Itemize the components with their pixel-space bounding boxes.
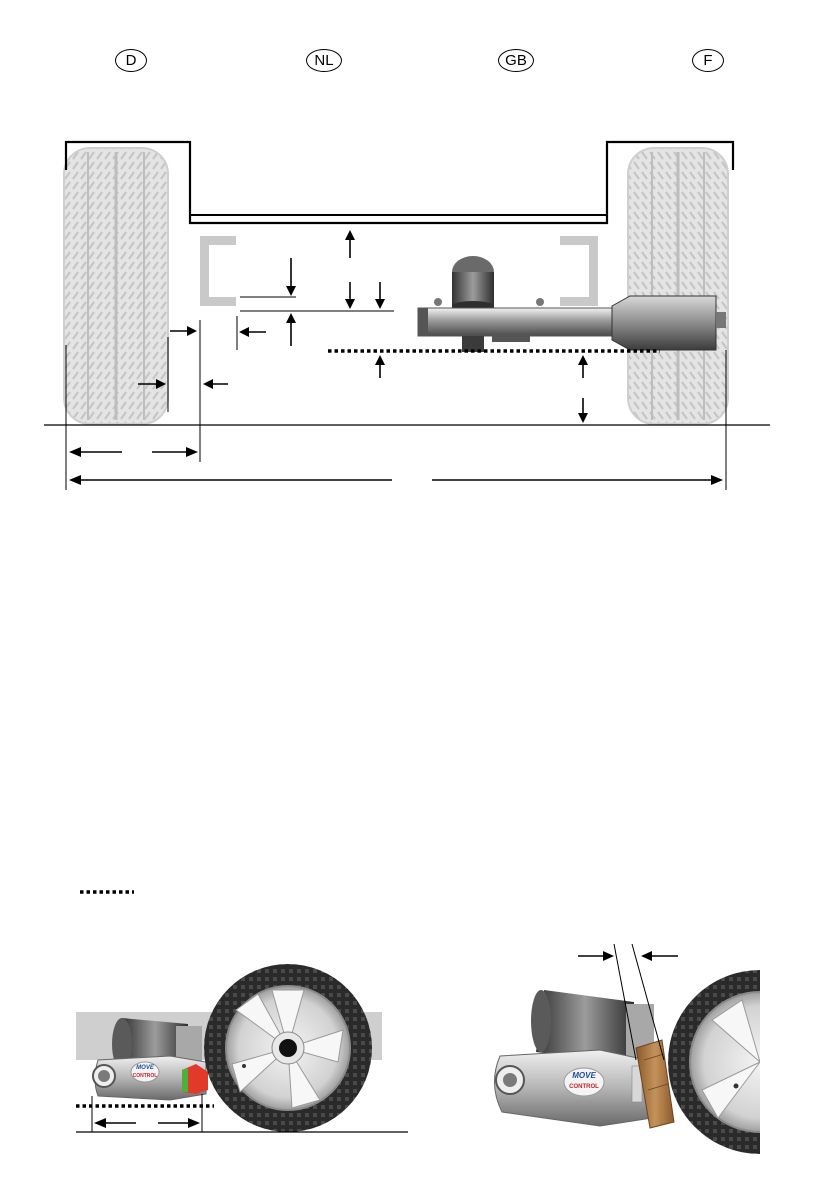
bottom-right-installation-illustration [494,944,840,1160]
language-badge-f: F [692,49,724,72]
left-chassis-bracket [200,236,236,306]
language-badge-nl: NL [306,49,342,72]
svg-text:MOVE: MOVE [136,1065,154,1071]
svg-text:MOVE: MOVE [572,1071,596,1080]
svg-text:CONTROL: CONTROL [569,1084,599,1090]
svg-text:CONTROL: CONTROL [132,1073,158,1079]
language-badge-d: D [115,49,147,72]
bottom-left-installation-illustration [76,964,408,1132]
left-tire-icon [64,148,168,424]
right-tire-icon [628,148,728,424]
language-badge-gb: GB [498,49,534,72]
right-chassis-bracket [560,236,598,306]
